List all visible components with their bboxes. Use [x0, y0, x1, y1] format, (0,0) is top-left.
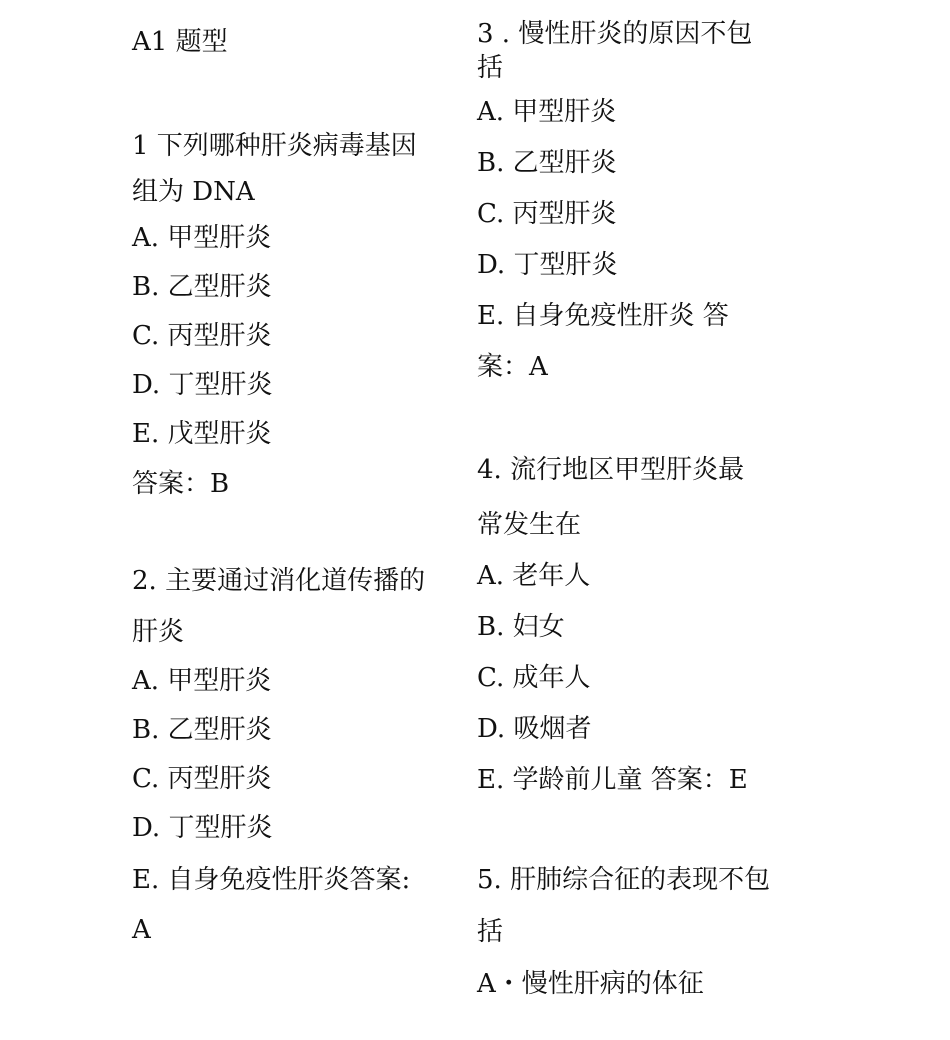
- question-1-option-a: A. 甲型肝炎: [132, 223, 272, 253]
- question-2-stem: 2. 主要通过消化道传播的: [132, 566, 426, 596]
- question-1-option-b: B. 乙型肝炎: [132, 272, 272, 302]
- question-4-option-a: A. 老年人: [477, 561, 591, 591]
- question-3-option-d: D. 丁型肝炎: [477, 250, 618, 280]
- question-2-option-e: E. 自身免疫性肝炎答案:: [132, 865, 411, 895]
- question-1-stem: 1 下列哪种肝炎病毒基因: [132, 131, 417, 161]
- question-5-stem: 5. 肝肺综合征的表现不包: [477, 865, 771, 895]
- question-4-option-e: E. 学龄前儿童 答案：E: [477, 765, 748, 795]
- question-3-option-c: C. 丙型肝炎: [477, 199, 617, 229]
- question-1-answer: 答案：B: [132, 469, 230, 499]
- question-2-option-a: A. 甲型肝炎: [132, 666, 272, 696]
- question-2-option-c: C. 丙型肝炎: [132, 764, 272, 794]
- question-3-option-e: E. 自身免疫性肝炎 答: [477, 301, 729, 331]
- question-3-option-a: A. 甲型肝炎: [477, 97, 617, 127]
- question-2-option-d: D. 丁型肝炎: [132, 813, 273, 843]
- question-4-option-b: B. 妇女: [477, 612, 565, 642]
- question-3-answer: 案：A: [477, 352, 548, 382]
- question-4-stem: 4. 流行地区甲型肝炎最: [477, 455, 745, 485]
- section-heading: A1 题型: [132, 27, 228, 57]
- question-5-stem: 括: [477, 917, 504, 947]
- question-4-option-c: C. 成年人: [477, 663, 591, 693]
- question-1-option-d: D. 丁型肝炎: [132, 370, 273, 400]
- question-2-answer: A: [132, 915, 151, 945]
- question-2-option-b: B. 乙型肝炎: [132, 715, 272, 745]
- question-4-option-d: D. 吸烟者: [477, 714, 592, 744]
- question-3-option-b: B. 乙型肝炎: [477, 148, 617, 178]
- question-5-option-a: A・慢性肝病的体征: [477, 969, 704, 999]
- question-2-stem: 肝炎: [132, 617, 185, 647]
- question-3-stem: 3 . 慢性肝炎的原因不包: [477, 19, 753, 49]
- question-4-stem: 常发生在: [477, 510, 582, 540]
- question-1-stem: 组为 DNA: [132, 177, 255, 207]
- question-3-stem: 括: [477, 53, 504, 83]
- question-1-option-e: E. 戊型肝炎: [132, 419, 272, 449]
- question-1-option-c: C. 丙型肝炎: [132, 321, 272, 351]
